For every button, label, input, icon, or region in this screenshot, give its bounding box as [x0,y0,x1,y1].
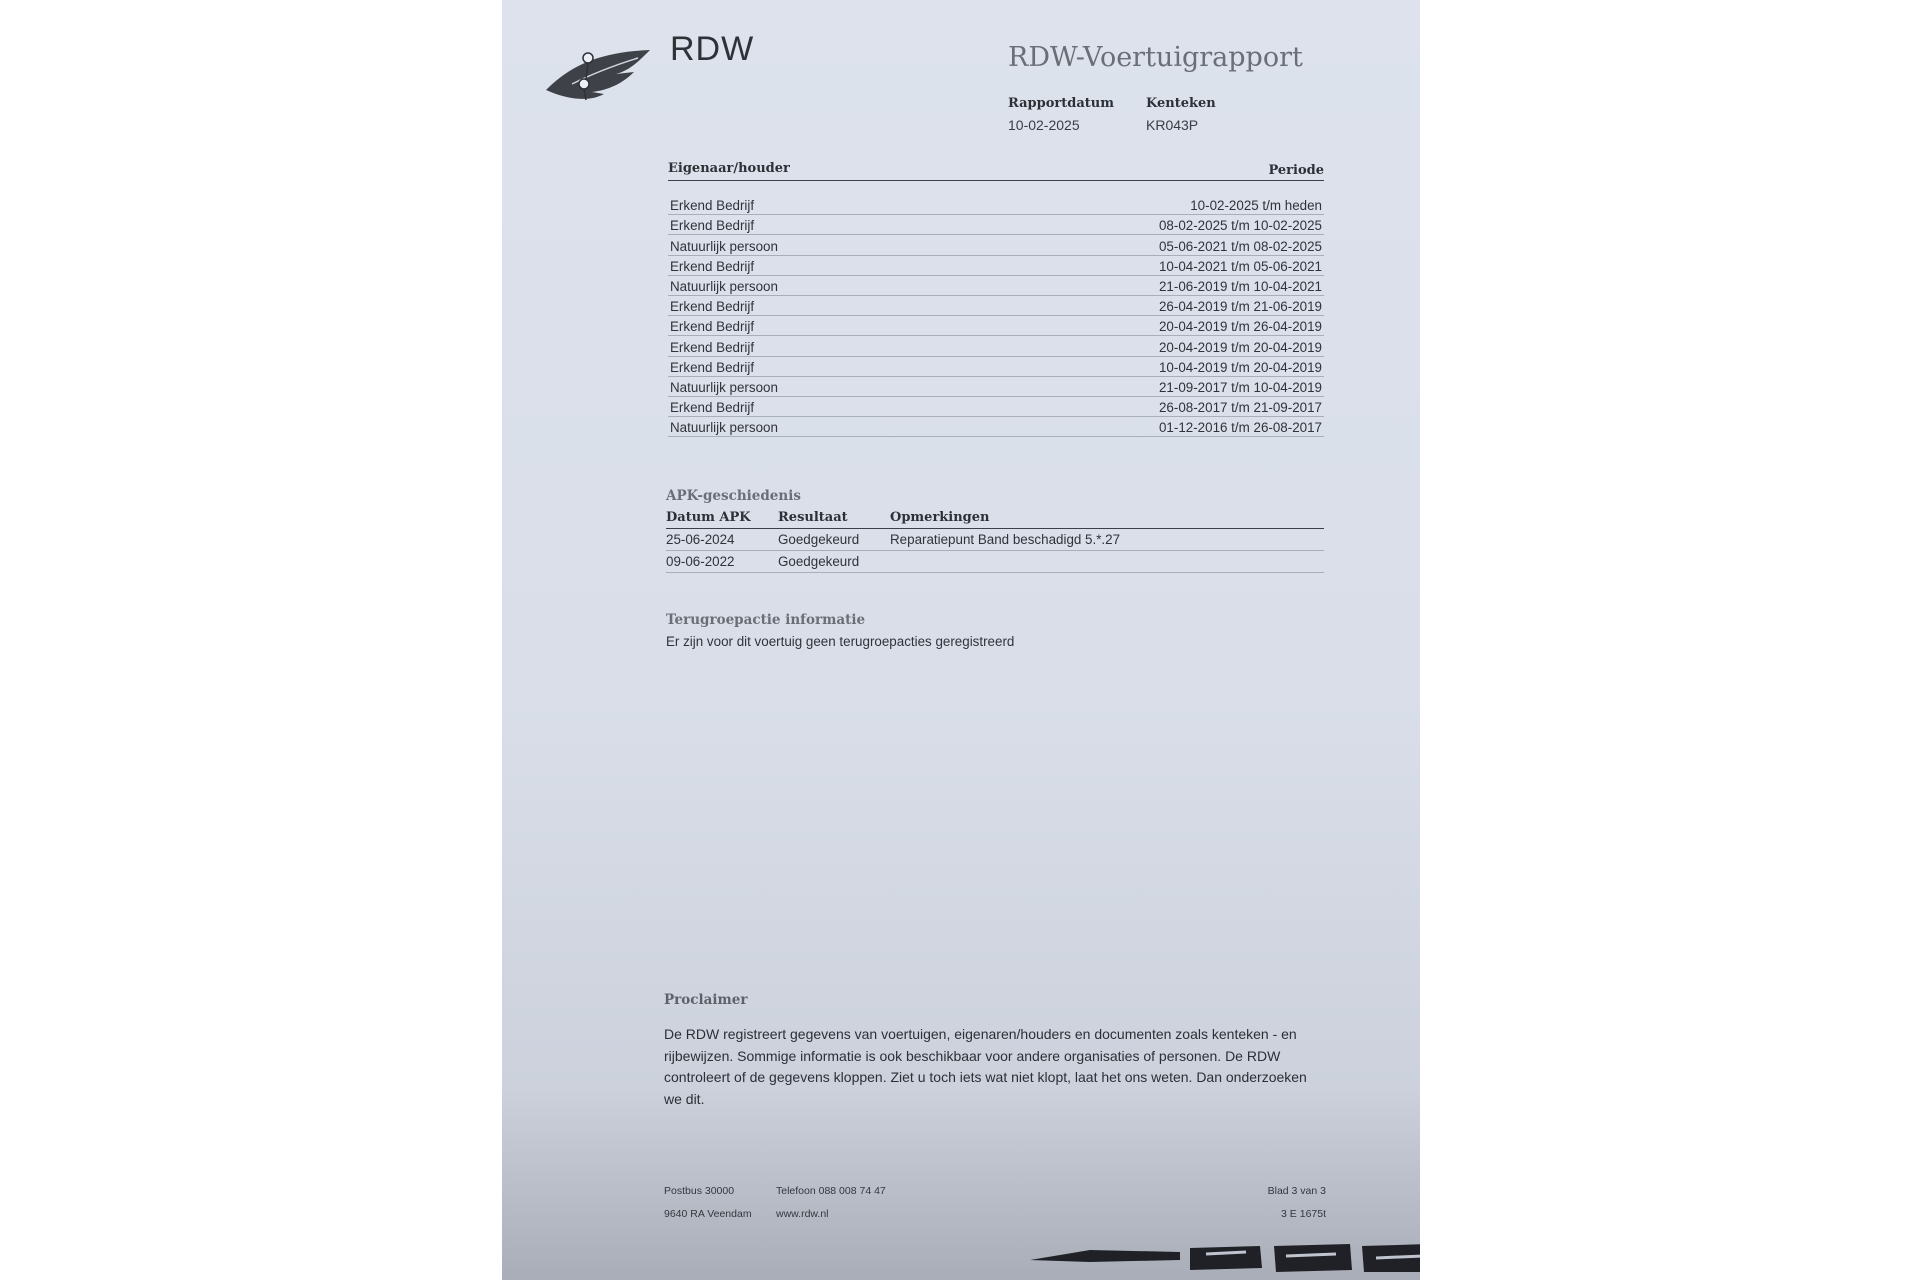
table-row [668,235,1324,255]
apk-remarks-cell [890,551,1324,573]
apk-table-header [666,508,1324,529]
apk-history-section [666,488,1324,573]
footer-phone: Telefoon 088 008 74 47 [776,1185,886,1197]
owner-cell: Natuurlijk persoon [670,420,778,436]
owner-cell: Erkend Bedrijf [670,258,755,274]
proclaimer-title: Proclaimer [664,992,748,1008]
apk-date-cell: 25-06-2024 [666,529,778,551]
stamp-icon [1030,1238,1420,1272]
table-row [668,357,1324,377]
table-row [668,256,1324,276]
apk-result-cell: Goedgekeurd [778,529,890,551]
footer-postbus: Postbus 30000 [664,1185,735,1197]
footer-page-info [1268,1180,1326,1226]
period-cell: 21-09-2017 t/m 10-04-2019 [1158,379,1322,395]
footer-contact [776,1180,886,1226]
table-row [668,377,1324,397]
report-date-label: Rapportdatum [1008,96,1114,111]
recall-section [666,612,1014,649]
rdw-logo-icon [542,44,652,108]
apk-remarks-cell: Reparatiepunt Band beschadigd 5.*.27 [890,529,1324,551]
footer-city: 9640 RA Veendam [664,1208,752,1220]
table-row [668,276,1324,296]
apk-result-cell: Goedgekeurd [778,551,890,573]
table-row [668,336,1324,356]
table-row [666,551,1324,573]
recall-section-title: Terugroepactie informatie [666,612,866,628]
period-cell: 01-12-2016 t/m 26-08-2017 [1158,420,1322,436]
table-row [668,195,1324,215]
footer-code: 3 E 1675t [1281,1208,1326,1220]
table-row [668,296,1324,316]
apk-result-header: Resultaat [778,508,890,529]
apk-history-table [666,508,1324,573]
apk-section-title: APK-geschiedenis [666,488,801,504]
brand-name: RDW [670,30,755,68]
period-cell: 20-04-2019 t/m 26-04-2019 [1158,319,1322,335]
document-title: RDW-Voertuigrapport [1008,42,1303,73]
period-cell: 26-04-2019 t/m 21-06-2019 [1158,299,1322,315]
owner-table-header [668,152,1324,181]
owner-cell: Erkend Bedrijf [670,299,755,315]
apk-date-header: Datum APK [666,508,778,529]
proclaimer-text: De RDW registreert gegevens van voertuigen, eigenaren/houders en documenten zoals kenteken - en rijbewijzen. Sommige informatie is ook beschikbaar voor andere organisaties of personen. De RDW controleert of de gegevens kloppen. Ziet u toch iets wat niet klopt, laat het ons weten. Dan onderzoeken we dit. [664,1026,1307,1107]
report-date-value: 10-02-2025 [1008,117,1080,133]
owner-rows [668,195,1324,437]
period-cell: 05-06-2021 t/m 08-02-2025 [1158,238,1322,254]
period-cell: 21-06-2019 t/m 10-04-2021 [1158,278,1322,294]
owner-column-header: Eigenaar/houder [668,161,790,176]
period-cell: 10-04-2019 t/m 20-04-2019 [1158,359,1322,375]
plate-value: KR043P [1146,117,1199,133]
proclaimer-section [664,992,1314,1110]
plate-block [1146,96,1216,133]
plate-label: Kenteken [1146,96,1216,111]
owner-cell: Erkend Bedrijf [670,359,755,375]
table-row [668,417,1324,437]
table-row [668,215,1324,235]
owner-cell: Erkend Bedrijf [670,319,755,335]
table-row [666,529,1324,551]
owner-cell: Erkend Bedrijf [670,198,755,214]
report-date-block [1008,96,1114,133]
owner-cell: Natuurlijk persoon [670,238,778,254]
recall-text: Er zijn voor dit voertuig geen terugroepacties geregistreerd [666,634,1015,649]
period-column-header: Periode [1268,163,1324,178]
owner-history-table [668,152,1324,437]
table-row [668,397,1324,417]
apk-date-cell: 09-06-2022 [666,551,778,573]
owner-cell: Natuurlijk persoon [670,278,778,294]
table-row [668,316,1324,336]
period-cell: 26-08-2017 t/m 21-09-2017 [1158,400,1322,416]
period-cell: 10-04-2021 t/m 05-06-2021 [1158,258,1322,274]
report-page [502,0,1420,1280]
footer-page-number: Blad 3 van 3 [1267,1185,1326,1197]
footer-web: www.rdw.nl [776,1208,829,1220]
period-cell: 20-04-2019 t/m 20-04-2019 [1158,339,1322,355]
period-cell: 08-02-2025 t/m 10-02-2025 [1158,218,1322,234]
owner-cell: Erkend Bedrijf [670,218,755,234]
owner-cell: Erkend Bedrijf [670,400,755,416]
owner-cell: Erkend Bedrijf [670,339,755,355]
owner-cell: Natuurlijk persoon [670,379,778,395]
apk-remarks-header: Opmerkingen [890,508,1324,529]
footer-address [664,1180,752,1226]
period-cell: 10-02-2025 t/m heden [1190,198,1322,214]
